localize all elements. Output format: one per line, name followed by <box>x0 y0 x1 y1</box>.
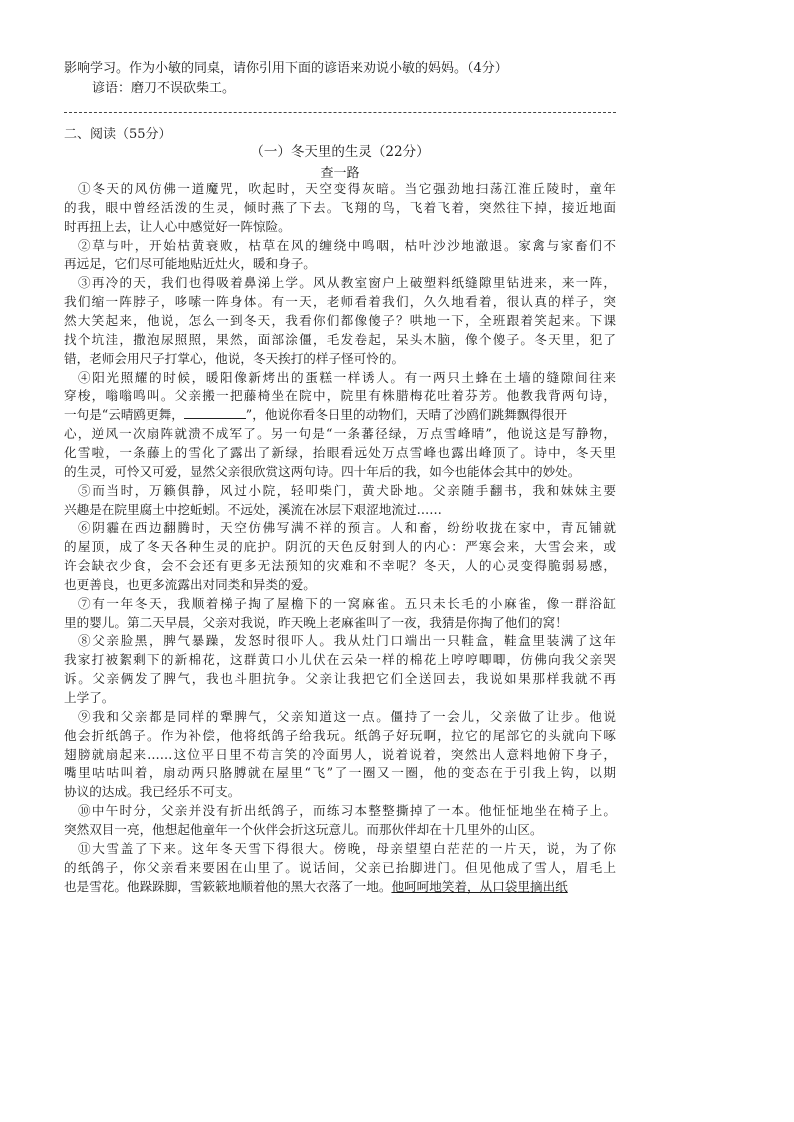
passage-line: 也更善良，也更多流露出对同类和异类的爱。 <box>64 576 316 592</box>
passage-line: 上学了。 <box>64 690 115 705</box>
passage-line-text: ”，他说你看冬日里的动物们，天晴了沙鸥们跳舞飘得很开 <box>245 407 568 423</box>
passage-line: 兴趣是在院里腐土中挖蚯蚓。不远处，溪流在冰层下艰涩地流过…… <box>64 501 442 517</box>
passage-line: ⑥阴霾在西边翻腾时，天空仿佛写满不祥的预言。人和畜，纷纷收拢在家中，青瓦铺就 <box>78 520 616 536</box>
answer-line <box>64 112 616 113</box>
passage-line: 我们缩一阵脖子，哆嗦一阵身体。有一天，老师看着我们，久久地看着，很认真的样子，突 <box>64 294 616 310</box>
passage-line: ⑦有一年冬天，我顺着梯子掏了屋檐下的一窝麻雀。五只未长毛的小麻雀，像一群浴缸 <box>78 595 616 611</box>
fill-in-blank[interactable] <box>184 406 246 419</box>
passage-line: 找个坑洼，撒泡尿照照，果然，面部涂僵，毛发卷起，呆头木脑，像个傻子。冬天里，犯了 <box>64 331 616 347</box>
passage-line: 的我，眼中曾经活泼的生灵，倾时燕了下去。飞翔的鸟，飞着飞着，突然往下掉，接近地面 <box>64 199 616 215</box>
passage-line: ①冬天的风仿佛一道魔咒，吹起时，天空变得灰暗。当它强劲地扫荡江淮丘陵时，童年 <box>78 181 616 196</box>
passage-line: 里的婴儿。第二天早晨，父亲对我说，昨天晚上老麻雀叫了一夜，我猜是你掏了他们的窝！ <box>64 614 568 630</box>
passage-line: ⑨我和父亲都是同样的犟脾气，父亲知道这一点。僵持了一会儿，父亲做了让步。他说 <box>78 708 616 724</box>
passage-line: 协议的达成。我已经乐不可支。 <box>64 784 241 800</box>
passage-line-text: 也是雪花。他跺跺脚，雪簌簌地顺着他的黑大衣落了一地。 <box>64 878 392 894</box>
passage-line: ⑩中午时分，父亲并没有折出纸鸽子，而练习本整整撕掉了一本。他怔怔地坐在椅子上。 <box>78 803 616 819</box>
underlined-sentence: 他呵呵地笑着，从口袋里摘出纸 <box>391 878 568 894</box>
passage-line <box>64 878 616 896</box>
passage-line: 嘴里咕咕叫着，扇动两只胳膊就在屋里“飞”了一圈又一圈，他的变态在于引我上钩，以期 <box>64 765 616 781</box>
passage-line: ④阳光照耀的时候，暖阳像新烤出的蛋糕一样诱人。有一两只土蜂在土墙的缝隙间往来 <box>78 369 616 385</box>
passage-line: 再远足，它们尽可能地贴近灶火，暖和身子。 <box>64 256 316 272</box>
passage-line: ⑧父亲脸黑，脾气暴躁，发怒时很吓人。我从灶门口端出一只鞋盒，鞋盒里装满了这年 <box>78 633 616 649</box>
passage-line: 突然双目一亮，他想起他童年一个伙伴会折这玩意儿。而那伙伴却在十几里外的山区。 <box>64 821 543 837</box>
proverb-text: 谚语：磨刀不误砍柴工。 <box>92 81 236 96</box>
passage-line: 的生灵，可怜又可爱，显然父亲很欣赏这两句诗。四十年后的我，如今也能体会其中的妙处。 <box>64 463 581 479</box>
passage-line: 错，老师会用尺子打掌心，他说，冬天挨打的样子怪可怜的。 <box>64 350 405 366</box>
passage-line: 翅膀就扇起来……这位平日里不苟言笑的冷面男人，说着说着，突然出人意料地俯下身子， <box>64 746 616 762</box>
section-heading: 二、阅读（55分） <box>64 127 172 142</box>
passage-author: 查一路 <box>320 166 360 181</box>
passage-line: 他会折纸鸽子。作为补偿，他将纸鸽子给我玩。纸鸽子好玩啊，拉它的尾部它的头就向下啄 <box>64 727 616 743</box>
passage-line: 时再扭上去，让人心中感觉好一阵惊险。 <box>64 218 291 234</box>
passage-line: 诉。父亲俩发了脾气，我也斗胆抗争。父亲让我把它们全送回去，我说如果那样我就不再 <box>64 671 616 687</box>
passage-line <box>64 406 616 424</box>
passage-line: 心，逆风一次扇阵就溃不成军了。另一句是“一条蕃径绿，万点雪峰晴”，他说这是写静物， <box>64 426 616 442</box>
passage-line: 的屋顶，成了冬天各种生灵的庇护。阴沉的天色反射到人的内心：严寒会来，大雪会来，或 <box>64 539 616 555</box>
passage-line: 穿梭，嗡嗡鸣叫。父亲搬一把藤椅坐在院中，院里有株腊梅花吐着芬芳。他教我背两句诗， <box>64 388 616 404</box>
passage-line: 我家打被絮剩下的新棉花，这群黄口小儿伏在云朵一样的棉花上哼哼唧唧，仿佛向我父亲哭 <box>64 652 616 668</box>
passage-line: ⑪大雪盖了下来。这年冬天雪下得很大。傍晚，母亲望望白茫茫的一片天，说，为了你 <box>78 840 616 856</box>
passage-line-text: 一句是“云晴鸥更舞， <box>64 407 184 423</box>
passage-line: 化雪啦，一条藤上的雪化了露出了新绿，抬眼看远处万点雪峰也露出峰顶了。诗中，冬天里 <box>64 444 616 460</box>
passage-title: （一）冬天里的生灵（22分） <box>250 144 430 160</box>
passage-line: 的纸鸽子，你父亲看来要困在山里了。说话间，父亲已抬脚进门。但见他成了雪人，眉毛上 <box>64 859 616 875</box>
passage-line: ③再冷的天，我们也得吸着鼻涕上学。风从教室窗户上破塑料纸缝隙里钻进来，来一阵， <box>78 275 616 291</box>
passage-line: 许会缺衣少食，会不会还有更多无法预知的灾难和不幸呢？冬天，人的心灵变得脆弱易感， <box>64 558 616 573</box>
question-text: 影响学习。作为小敏的同桌，请你引用下面的谚语来劝说小敏的妈妈。（4分） <box>64 61 508 76</box>
passage-line: ②草与叶，开始枯黄衰败，枯草在风的缠绕中鸣咽，枯叶沙沙地澈退。家禽与家畜们不 <box>78 237 616 253</box>
passage-line: 然大笑起来，他说，怎么一到冬天，我看你们都像傻子？哄地一下，全班跟着笑起来。下课 <box>64 313 616 328</box>
passage-line: ⑤而当时，万籁俱静，风过小院，轻叩柴门，黄犬卧地。父亲随手翻书，我和妹妹主要 <box>78 482 616 498</box>
